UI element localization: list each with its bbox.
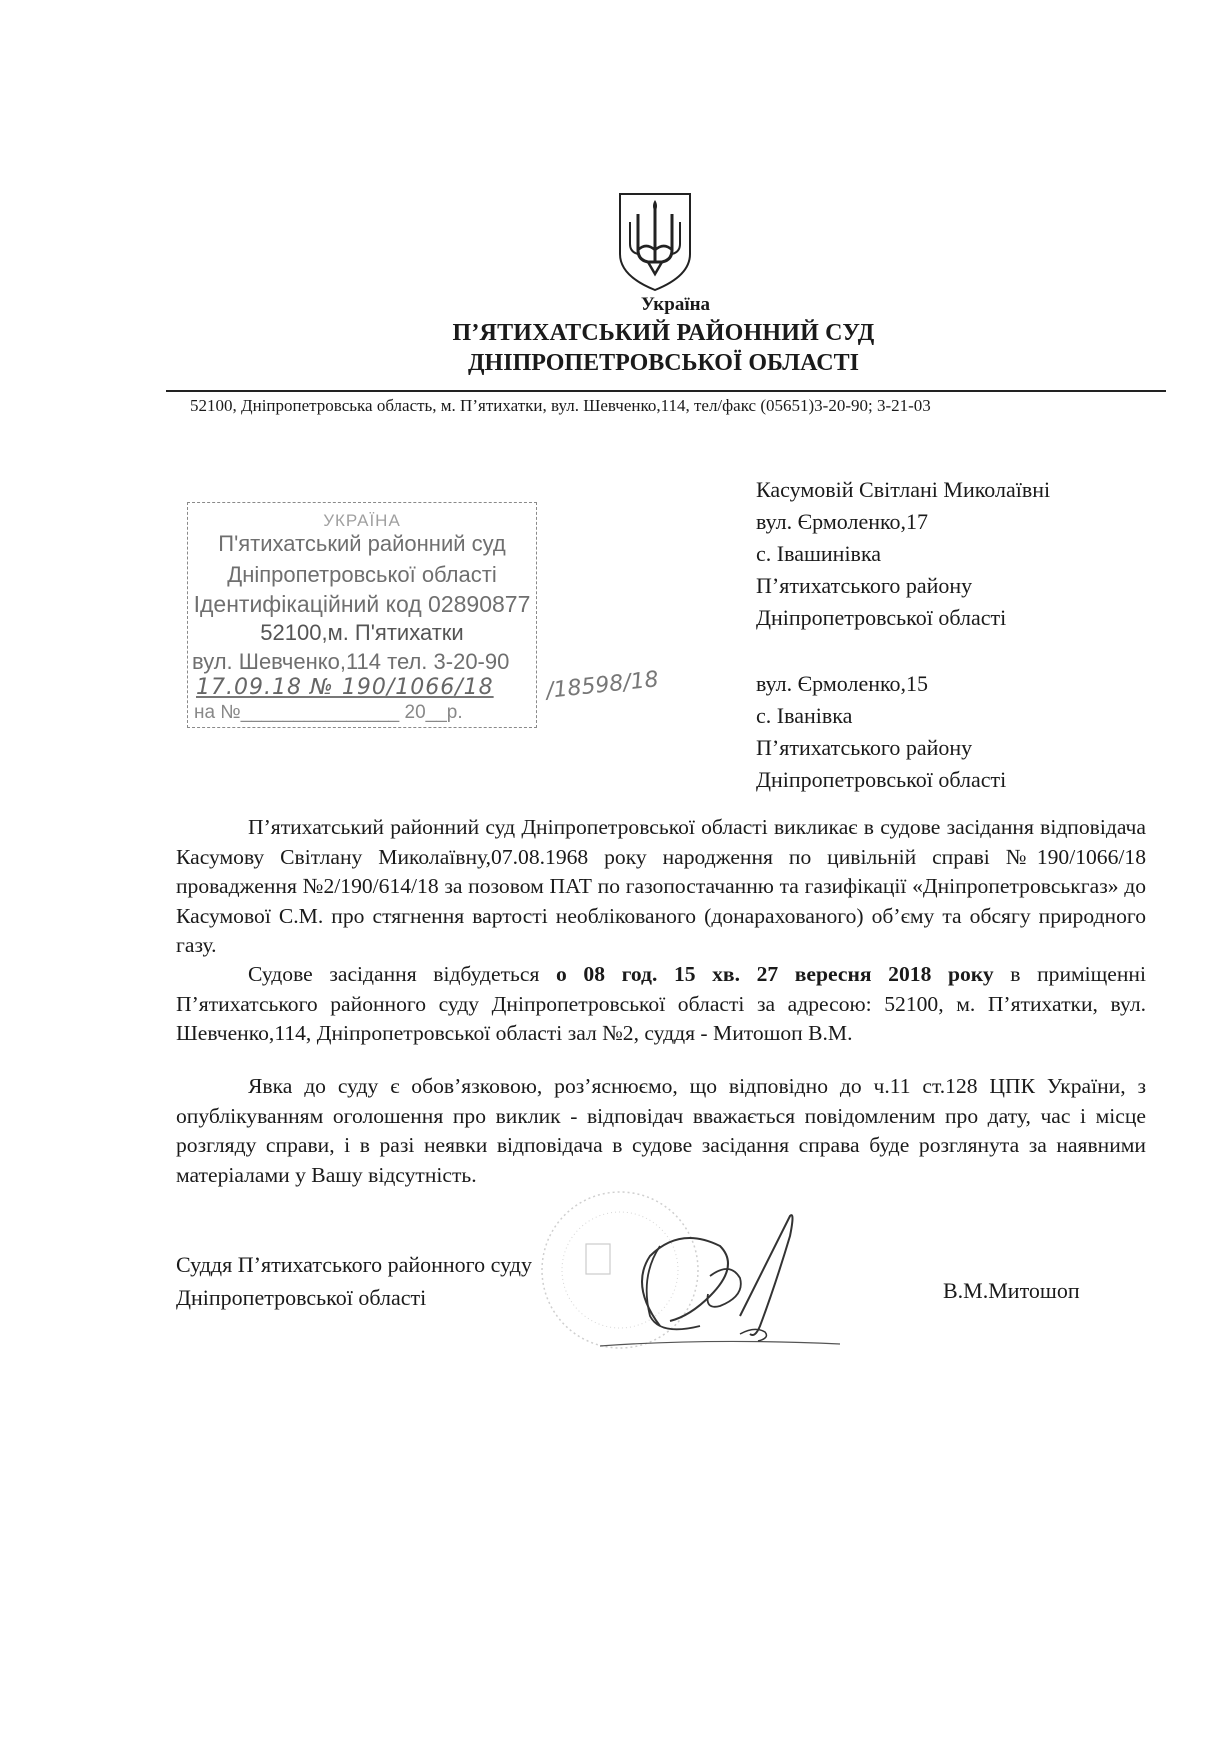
hearing-intro: Судове засідання відбудеться [248,962,556,986]
trident-coat-of-arms-icon [616,192,694,292]
court-name: П’ЯТИХАТСЬКИЙ РАЙОННИЙ СУД [452,320,875,346]
recipient-region-2: Дніпропетровської області [756,767,1007,792]
recipient-street: вул. Єрмоленко,17 [756,509,929,534]
header-divider [166,390,1166,392]
judge-name: В.М.Митошоп [943,1278,1080,1303]
summons-paragraph-2 [176,960,1146,1049]
recipient-name: Касумовій Світлані Миколаївні [756,477,1051,502]
recipient-village-2: с. Іванівка [756,703,853,728]
court-region: ДНІПРОПЕТРОВСЬКОЇ ОБЛАСТІ [468,350,859,376]
judge-title-line-2: Дніпропетровської області [176,1285,427,1310]
recipient-address-secondary [756,668,1006,796]
stamp-id-code: Ідентифікаційний код 02890877 [193,591,531,617]
recipient-address-primary [756,474,1050,634]
judge-title-block [176,1248,532,1314]
recipient-district-2: П’ятихатського району [756,735,973,760]
recipient-region: Дніпропетровської області [756,605,1007,630]
country-title: Україна [640,294,711,315]
stamp-country: УКРАЇНА [323,511,401,530]
stamp-region: Дніпропетровської області [227,562,497,587]
stamp-court: П'ятихатський районний суд [218,531,506,556]
summons-paragraph-1: П’ятихатський районний суд Дніпропетровської області викликає в судове засідання відповідача Касумову Світлану Миколаївну,07.08.1968 року народження по цивільній справі №190/1066/18 провадження №2/190/614/18 за позовом ПАТ по газопостачанню та газифікації «Дніпропетровськгаз» до Касумової С.М. про стягнення вартості необлікованого (донарахованого) об’єму та обсягу природного газу. [176,815,1146,957]
hearing-datetime: о 08 год. 15 хв. 27 вересня 2018 року [556,962,994,986]
stamp-street: вул. Шевченко,114 тел. 3-20-90 [192,649,510,674]
court-address: 52100, Дніпропетровська область, м. П’ятихатки, вул. Шевченко,114, тел/факс (05651)3-20-90; 3-21-03 [190,396,931,415]
hearing-location: в приміщенні П’ятихатського районного суду Дніпропетровської області за адресою: 52100, м. П’ятихатки, вул. Шевченко,114, Дніпропетровської області зал №2, суддя - Митошоп В.М. [176,962,1146,1045]
registration-stamp [187,502,660,728]
stamp-handwritten-date-number: 17.09.18 № 190/1066/18 [196,675,494,700]
recipient-village: с. Івашинівка [756,541,882,566]
handwritten-signature-icon [590,1206,850,1366]
stamp-handwritten-extra: /18598/18 [545,667,660,704]
judge-title-line-1: Суддя П’ятихатського районного суду [176,1252,532,1277]
summons-paragraph-3: Явка до суду є обов’язковою, роз’яснюємо, що відповідно до ч.11 ст.128 ЦПК України, з опублікуванням оголошення про виклик - відповідач вважається повідомленим про дату, час і місце розгляду справи, і в разі неявки відповідача в судове засідання справа буде розглянута за наявними матеріалами у Вашу відсутність. [176,1074,1146,1187]
recipient-district: П’ятихатського району [756,573,973,598]
recipient-street-2: вул. Єрмоленко,15 [756,671,929,696]
stamp-reference-line: на №_______________ 20__р. [194,702,463,723]
stamp-postal: 52100,м. П'ятихатки [260,620,464,645]
